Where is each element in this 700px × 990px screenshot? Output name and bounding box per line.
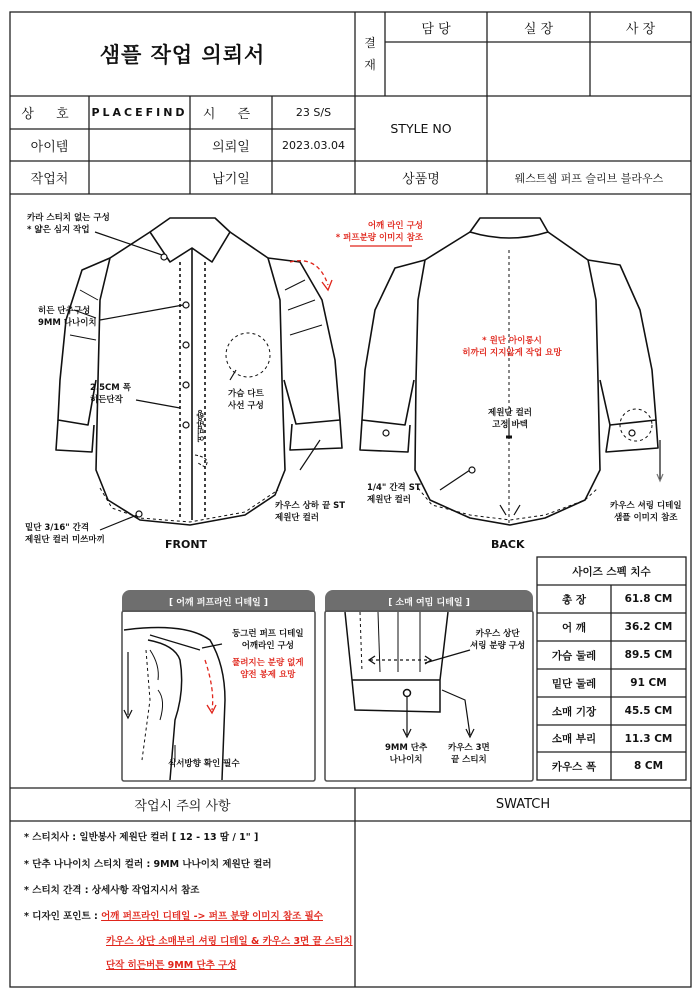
caution-line-5: 카우스 상단 소매부리 셔링 디테일 & 카우스 3면 끝 스티치 [106,936,353,947]
note-back-hem: 1/4" 간격 ST 제원단 컬러 [367,483,421,505]
note-back-bartack: 제원단 컬러 고정 바텍 [487,408,532,430]
size-spec-value: 45.5 CM [624,705,673,717]
note-fold-direction: 여밈방향 [196,410,205,442]
approval-sign-manager[interactable] [487,42,590,96]
vendor-value[interactable] [89,161,190,194]
shoulder-detail-title: [ 어깨 퍼프라인 디테일 ] [122,590,315,612]
size-spec-label: 소매 기장 [551,705,597,718]
size-spec-label: 밑단 둘레 [551,677,597,690]
approval-col-manager: 실 장 [523,21,554,37]
size-spec-label: 소매 부리 [551,733,597,745]
size-spec-value: 89.5 CM [624,649,673,661]
note-placket-width: 2.5CM 폭 히든단작 [90,383,131,405]
approval-label-bottom: 재 [364,58,376,72]
item-value[interactable] [89,129,190,161]
style-no-value[interactable] [487,96,691,161]
approval-sign-staff[interactable] [385,42,487,96]
approval-col-staff: 담 당 [421,21,451,37]
caution-title: 작업시 주의 사항 [134,799,231,814]
size-spec-label: 카우스 폭 [551,760,597,773]
note-collar: 카라 스티치 없는 구성 * 얇은 심지 작업 [27,213,110,235]
size-spec-value: 8 CM [633,760,664,772]
note-hidden-button: 히든 단추구성 9MM 나나이치 [38,306,97,328]
cuff-note-stitch: 카우스 3면 끝 스티치 [448,743,490,765]
size-spec-value: 11.3 CM [624,732,673,745]
shoulder-note-puff: 둥그런 퍼프 디테일 어깨라인 구성 [232,629,304,651]
note-dart: 가슴 다트 사선 구성 [228,389,264,411]
brand-label: 상 호 [21,107,78,122]
due-date-value[interactable] [272,161,355,194]
cuff-detail-title: [ 소매 여밈 디테일 ] [325,590,533,612]
caution-line-2: * 단추 나나이치 스티치 컬러 : 9MM 나나이치 제원단 컬러 [24,859,272,870]
cuff-note-button: 9MM 단추 나나이치 [385,743,428,765]
cuff-note-shirring: 카우스 상단 셔링 분량 구성 [470,629,526,651]
caution-line-3: * 스티치 간격 : 상세사항 작업지시서 참조 [24,885,200,896]
note-back-ironing: * 원단 아이롱시 히까리 지지않게 작업 요망 [462,336,562,358]
front-label: FRONT [165,538,208,551]
style-no-label: STYLE NO [390,121,452,136]
product-name-value[interactable]: 웨스트쉡 퍼프 슬리브 블라우스 [514,171,664,185]
note-front-hem: 밑단 3/16" 간격 제원단 컬러 미쓰마끼 [25,523,105,545]
swatch-area[interactable] [355,821,691,987]
size-spec-value: 91 CM [630,677,667,689]
request-date-label: 의뢰일 [212,139,250,155]
note-shoulder-line: 어깨 라인 구성 * 퍼프분량 이미지 참조 [335,221,423,243]
size-spec-value: 36.2 CM [624,621,673,633]
caution-line-4: * 디자인 포인트 : 어깨 퍼프라인 디테일 -> 퍼프 분량 이미지 참조 필수 [24,911,323,922]
request-date-value[interactable]: 2023.03.04 [282,138,345,152]
approval-label [355,12,385,96]
approval-label-top: 결 [364,36,376,50]
document-title: 샘플 작업 의뢰서 [99,43,266,67]
size-spec-title: 사이즈 스펙 치수 [572,565,651,578]
shoulder-note-careful: 풀려지는 분량 없게 얌전 봉제 요망 [232,658,304,680]
approval-sign-ceo[interactable] [590,42,691,96]
season-value[interactable]: 23 S/S [295,106,332,119]
season-label: 시 즌 [202,107,260,122]
due-date-label: 납기일 [212,172,250,187]
brand-value[interactable]: PLACEFIND [91,106,188,119]
swatch-title: SWATCH [495,797,551,812]
shoulder-note-grain: 식서방향 확인 필수 [168,759,240,769]
note-front-cuff: 카우스 상하 끝 ST 제원단 컬러 [275,501,346,523]
item-label: 아이템 [30,139,69,155]
size-spec-label: 어 깨 [562,621,586,634]
size-spec-label: 총 장 [562,593,586,606]
approval-col-ceo: 사 장 [625,21,656,37]
caution-line-6: 단작 히든버튼 9MM 단추 구성 [106,960,237,971]
size-spec-value: 61.8 CM [624,593,673,605]
back-label: BACK [491,538,525,551]
vendor-label: 작업처 [30,172,69,187]
size-spec-label: 가슴 둘레 [551,649,597,662]
caution-line-1: * 스티치사 : 일반봉사 제원단 컬러 [ 12 - 13 땀 / 1" ] [24,832,259,843]
product-name-label: 상품명 [402,172,440,187]
note-back-cuff: 카우스 셔링 디테일 샘플 이미지 참조 [610,501,682,523]
